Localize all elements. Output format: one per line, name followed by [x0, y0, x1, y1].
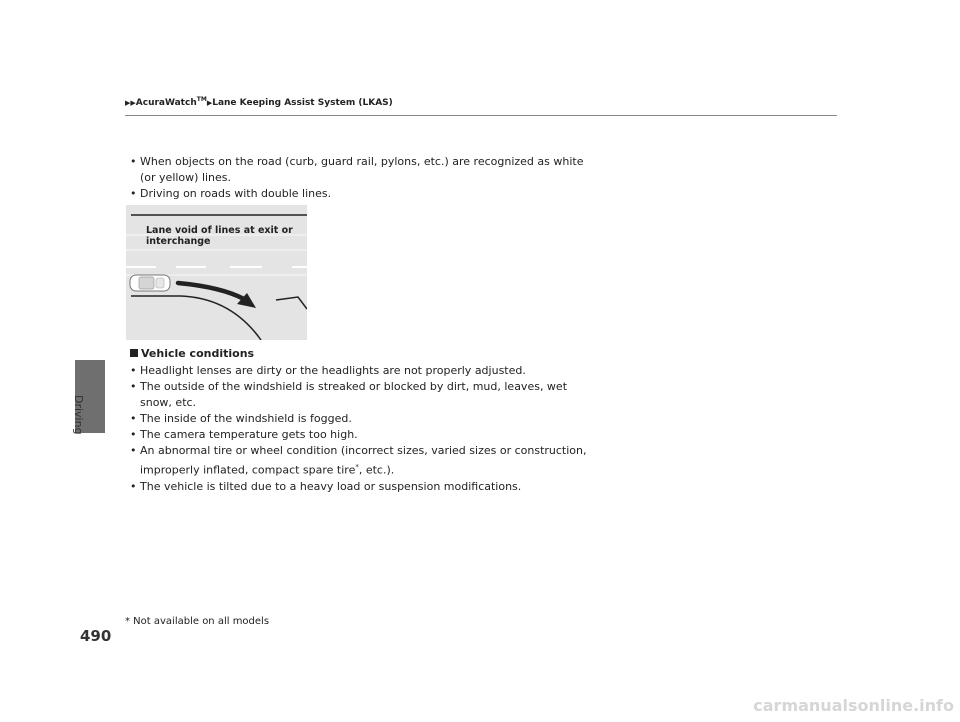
list-item-text: • The outside of the windshield is streaked or blocked by dirt, mud, leaves, wet [140, 380, 568, 393]
list-item [130, 427, 650, 443]
breadcrumb-item[interactable]: AcuraWatch [135, 98, 197, 108]
breadcrumb-item[interactable]: Lane Keeping Assist System (LKAS) [212, 98, 393, 108]
list-item-text: • Headlight lenses are dirty or the headlights are not properly adjusted. [140, 364, 526, 377]
footnote-marker[interactable]: * [355, 463, 359, 471]
callout-line: Lane void of lines at exit or [146, 225, 293, 236]
section-label: Driving [72, 395, 85, 435]
list-item [130, 443, 650, 479]
list-item-text-part: , etc.). [358, 463, 395, 477]
condition-list [130, 154, 650, 202]
list-item-text: (or yellow) lines. [140, 171, 232, 184]
list-item-text: • The vehicle is tilted due to a heavy load or suspension modifications. [140, 479, 522, 493]
list-item-text: • Driving on roads with double lines. [140, 187, 332, 200]
header-divider [125, 115, 837, 116]
breadcrumb [125, 96, 393, 108]
section-heading-text: Vehicle conditions [141, 347, 255, 360]
list-item [130, 379, 650, 411]
arrow-right-icon: ▶▶ [125, 99, 136, 107]
car-icon [130, 275, 170, 291]
list-item-text: • An abnormal tire or wheel condition (incorrect sizes, varied sizes or construction, [140, 444, 587, 457]
vehicle-condition-list [130, 363, 650, 495]
list-item [130, 186, 650, 202]
list-item-text: • When objects on the road (curb, guard rail, pylons, etc.) are recognized as white [140, 155, 584, 168]
callout-line: interchange [146, 236, 211, 247]
list-item-text-part: improperly inflated, compact spare tire [140, 463, 356, 477]
list-item [130, 154, 650, 186]
list-item-text: • The inside of the windshield is fogged. [140, 412, 352, 425]
list-item-text [140, 459, 650, 479]
square-bullet-icon [130, 349, 138, 357]
list-item [130, 363, 650, 379]
list-item-text: snow, etc. [140, 396, 197, 409]
list-item [130, 479, 650, 495]
watermark: carmanualsonline.info [753, 696, 954, 715]
footnote: * Not available on all models [125, 616, 270, 627]
arrow-right-icon: ▶ [206, 99, 213, 107]
lane-illustration [126, 205, 307, 340]
list-item-text: • The camera temperature gets too high. [140, 428, 358, 441]
section-heading [130, 347, 254, 360]
page-number: 490 [80, 627, 112, 645]
list-item [130, 411, 650, 427]
trademark-mark: TM [196, 96, 207, 103]
illustration-callout [146, 225, 293, 247]
